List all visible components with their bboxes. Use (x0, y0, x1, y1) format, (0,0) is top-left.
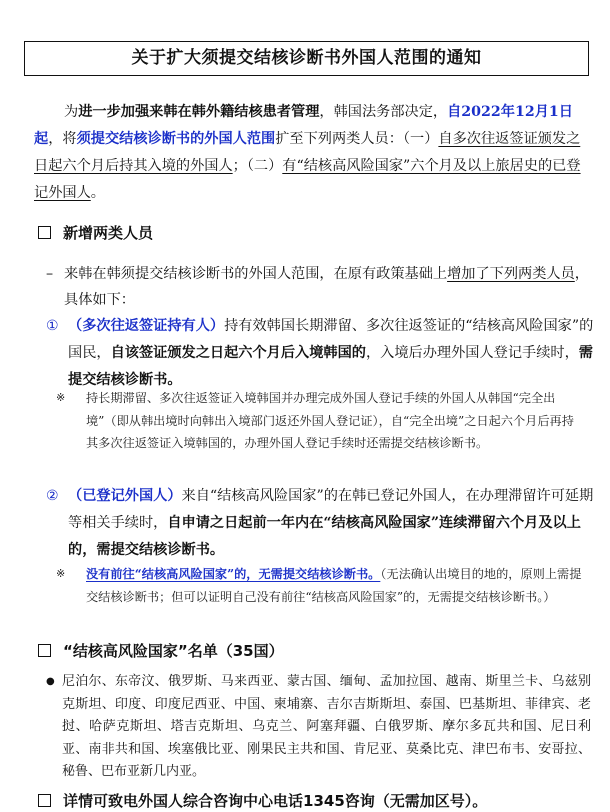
intro-text: 扩至下列两类人员：（一） (275, 131, 439, 147)
intro-scope: 须提交结核诊断书的外国人范围 (76, 131, 276, 147)
category-requirement: 需提交结核诊断书。 (96, 542, 225, 558)
notice-title: 关于扩大须提交结核诊断书外国人范围的通知 (24, 41, 589, 76)
category-text: 来自“结核高风险国家”的在韩已登记外国人，在办理滞留许可延期等相关手续时， (68, 488, 594, 531)
note-full-exit (56, 387, 586, 455)
intro-category-1: 自多次往返签证颁发之日起六个月后持其入境的外国人 (34, 131, 581, 174)
effective-date: 自2022年12月1日起 (34, 104, 573, 147)
note-no-travel (56, 563, 586, 608)
intro-category-2: 有“结核高风险国家”六个月及以上旅居史的已登记外国人 (34, 158, 581, 201)
scope-text: ，具体如下： (64, 266, 589, 308)
intro-paragraph (34, 99, 590, 207)
note-text: （无法确认出境目的地的，原则上需提交结核诊断书；但可以证明自己没有前往“结核高风险国家”的，无需提交结核诊断书。） (86, 567, 582, 604)
number-two-icon: ② (46, 488, 59, 504)
category-heading: （多次往返签证持有人） (68, 318, 225, 334)
dash-icon: – (46, 266, 54, 282)
section-contact (38, 790, 487, 811)
intro-text: 为 (64, 104, 79, 120)
intro-text: ，将 (48, 131, 77, 147)
checkbox-icon (38, 794, 51, 807)
intro-emphasis: 进一步加强来韩在韩外籍结核患者管理 (78, 104, 320, 120)
scope-emphasis: 增加了下列两类人员 (447, 266, 575, 282)
intro-text: 。 (90, 185, 105, 201)
country-list-text: 尼泊尔、东帝汶、俄罗斯、马来西亚、蒙古国、缅甸、孟加拉国、越南、斯里兰卡、乌兹别克斯坦、印度、印度尼西亚、中国、柬埔寨、吉尔吉斯斯坦、泰国、巴基斯坦、菲律宾、老挝、哈萨克斯坦、塔吉克斯坦、乌克兰、阿塞拜疆、白俄罗斯、摩尔多瓦共和国、尼日利亚、南非共和国、埃塞俄比亚、刚果民主共和国、肯尼亚、莫桑比克、津巴布韦、安哥拉、秘鲁、巴布亚新几内亚。 (62, 674, 591, 780)
intro-text: ，韩国法务部决定， (319, 104, 448, 120)
number-one-icon: ① (46, 318, 59, 334)
reference-mark-icon: ※ (56, 567, 66, 580)
category-heading: （已登记外国人） (68, 488, 182, 504)
category-requirement: 需提交结核诊断书。 (68, 345, 593, 388)
category-text: ，入境后办理外国人登记手续时， (365, 345, 579, 361)
intro-text: ；（二） (232, 158, 283, 174)
note-text: 持长期滞留、多次往返签证入境韩国并办理完成外国人登记手续的外国人从韩国“完全出境”（即从韩出境时向韩出入境部门返还外国人登记证），自“完全出境”之日起六个月后再持其多次往返签证入境韩国的，办理外国人登记手续时还需提交结核诊断书。 (86, 391, 574, 450)
section-new-categories (38, 222, 153, 243)
contact-text: 详情可致电外国人综合咨询中心电话1345咨询（无需加区号）。 (63, 792, 488, 810)
category-text: 持有效韩国长期滞留、多次往返签证的“结核高风险国家”的国民， (68, 318, 594, 361)
category-multiple-entry (46, 313, 594, 394)
section-heading: 新增两类人员 (63, 224, 154, 242)
category-emphasis: 自该签证颁发之日起六个月后入境韩国的 (110, 345, 366, 361)
checkbox-icon (38, 644, 51, 657)
section-high-risk-list (38, 640, 284, 661)
reference-mark-icon: ※ (56, 391, 66, 404)
checkbox-icon (38, 226, 51, 239)
category-registered-foreigner (46, 483, 594, 564)
section-heading: “结核高风险国家”名单（35国） (63, 642, 284, 660)
category-emphasis: 自申请之日起前一年内在“结核高风险国家”连续滞留六个月及以上的， (68, 515, 581, 558)
scope-item (46, 261, 591, 313)
scope-text: 来韩在韩须提交结核诊断书的外国人范围，在原有政策基础上 (64, 266, 448, 282)
country-list (46, 671, 591, 784)
note-emphasis: 没有前往“结核高风险国家”的，无需提交结核诊断书。 (86, 567, 381, 581)
bullet-icon: ● (46, 676, 55, 687)
